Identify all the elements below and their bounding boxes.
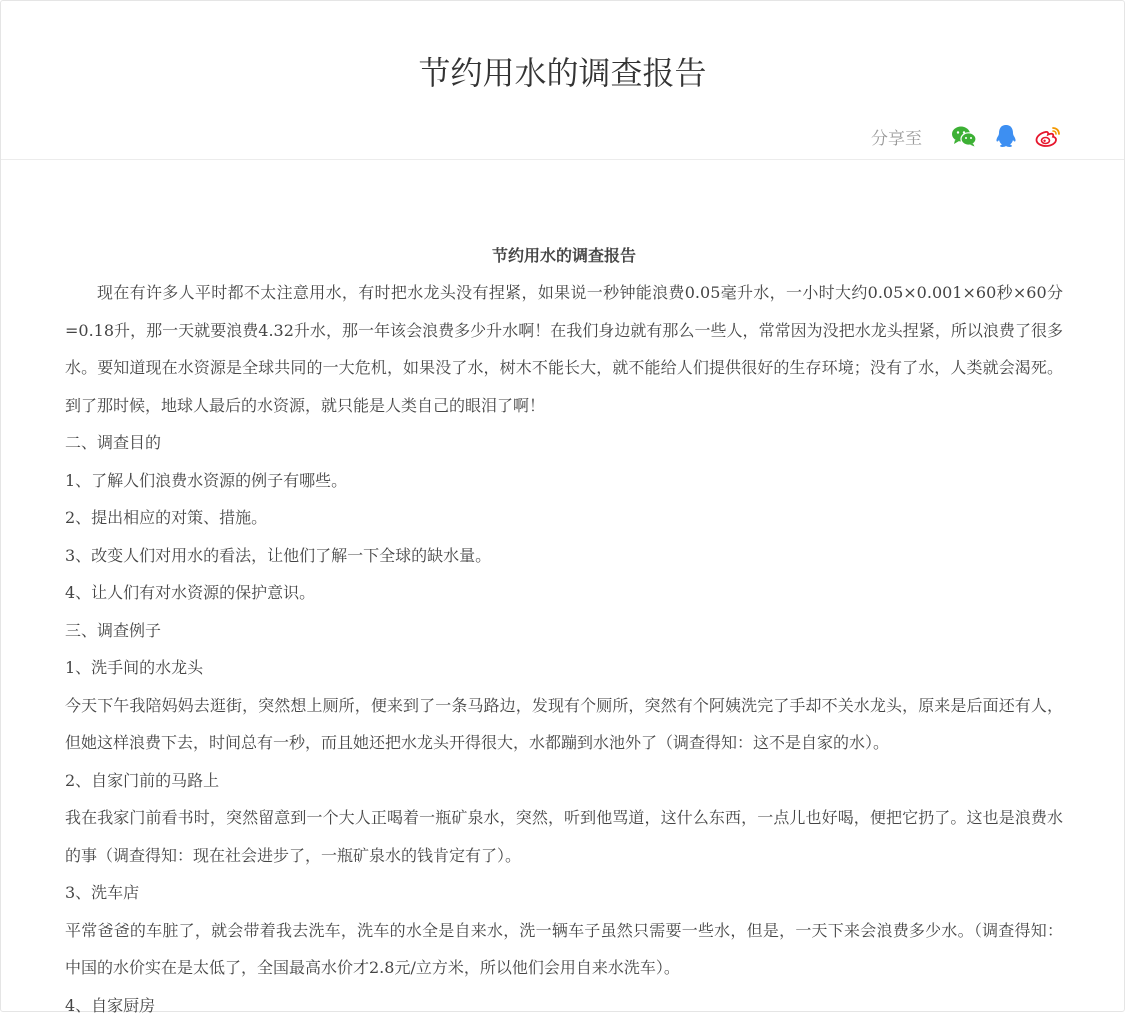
article-paragraph: 4、让人们有对水资源的保护意识。 — [65, 574, 1063, 612]
article-paragraph: 三、调查例子 — [65, 612, 1063, 650]
article-title: 节约用水的调查报告 — [65, 237, 1063, 274]
article-paragraph: 今天下午我陪妈妈去逛街，突然想上厕所，便来到了一条马路边，发现有个厕所，突然有个阿姨洗完了手却不关水龙头，原来是后面还有人，但她这样浪费下去，时间总有一秒，而且她还把水龙头开得很大，水都蹦到水池外了（调查得知：这不是自家的水）。 — [65, 687, 1063, 762]
share-label: 分享至 — [871, 124, 922, 149]
qq-icon[interactable] — [992, 122, 1020, 150]
article-paragraph: 4、自家厨房 — [65, 987, 1063, 1024]
article-paragraph: 1、洗手间的水龙头 — [65, 649, 1063, 687]
article-paragraph: 1、了解人们浪费水资源的例子有哪些。 — [65, 462, 1063, 500]
article-paragraph: 2、提出相应的对策、措施。 — [65, 499, 1063, 537]
article-paragraph: 二、调查目的 — [65, 424, 1063, 462]
weibo-icon[interactable] — [1034, 122, 1062, 150]
page-title: 节约用水的调查报告 — [1, 51, 1124, 95]
article-paragraph: 3、洗车店 — [65, 874, 1063, 912]
share-bar — [871, 121, 1062, 151]
article-paragraphs — [65, 274, 1063, 1024]
article-body — [65, 237, 1063, 1024]
article-paragraph: 现在有许多人平时都不太注意用水，有时把水龙头没有捏紧，如果说一秒钟能浪费0.05毫升水，一小时大约0.05×0.001×60秒×60分=0.18升，那一天就要浪费4.32升水，那一年该会浪费多少升水啊！在我们身边就有那么一些人，常常因为没把水龙头捏紧，所以浪费了很多水。要知道现在水资源是全球共同的一大危机，如果没了水，树木不能长大，就不能给人们提供很好的生存环境；没有了水，人类就会渴死。到了那时候，地球人最后的水资源，就只能是人类自己的眼泪了啊！ — [65, 274, 1063, 424]
article-paragraph: 2、自家门前的马路上 — [65, 762, 1063, 800]
article-paragraph: 平常爸爸的车脏了，就会带着我去洗车，洗车的水全是自来水，洗一辆车子虽然只需要一些水，但是，一天下来会浪费多少水。（调查得知：中国的水价实在是太低了，全国最高水价才2.8元/立方米，所以他们会用自来水洗车）。 — [65, 912, 1063, 987]
article-paragraph: 我在我家门前看书时，突然留意到一个大人正喝着一瓶矿泉水，突然，听到他骂道，这什么东西，一点儿也好喝，便把它扔了。这也是浪费水的事（调查得知：现在社会进步了，一瓶矿泉水的钱肯定有了）。 — [65, 799, 1063, 874]
wechat-icon[interactable] — [950, 122, 978, 150]
article-header — [1, 1, 1124, 160]
article-paragraph: 3、改变人们对用水的看法，让他们了解一下全球的缺水量。 — [65, 537, 1063, 575]
